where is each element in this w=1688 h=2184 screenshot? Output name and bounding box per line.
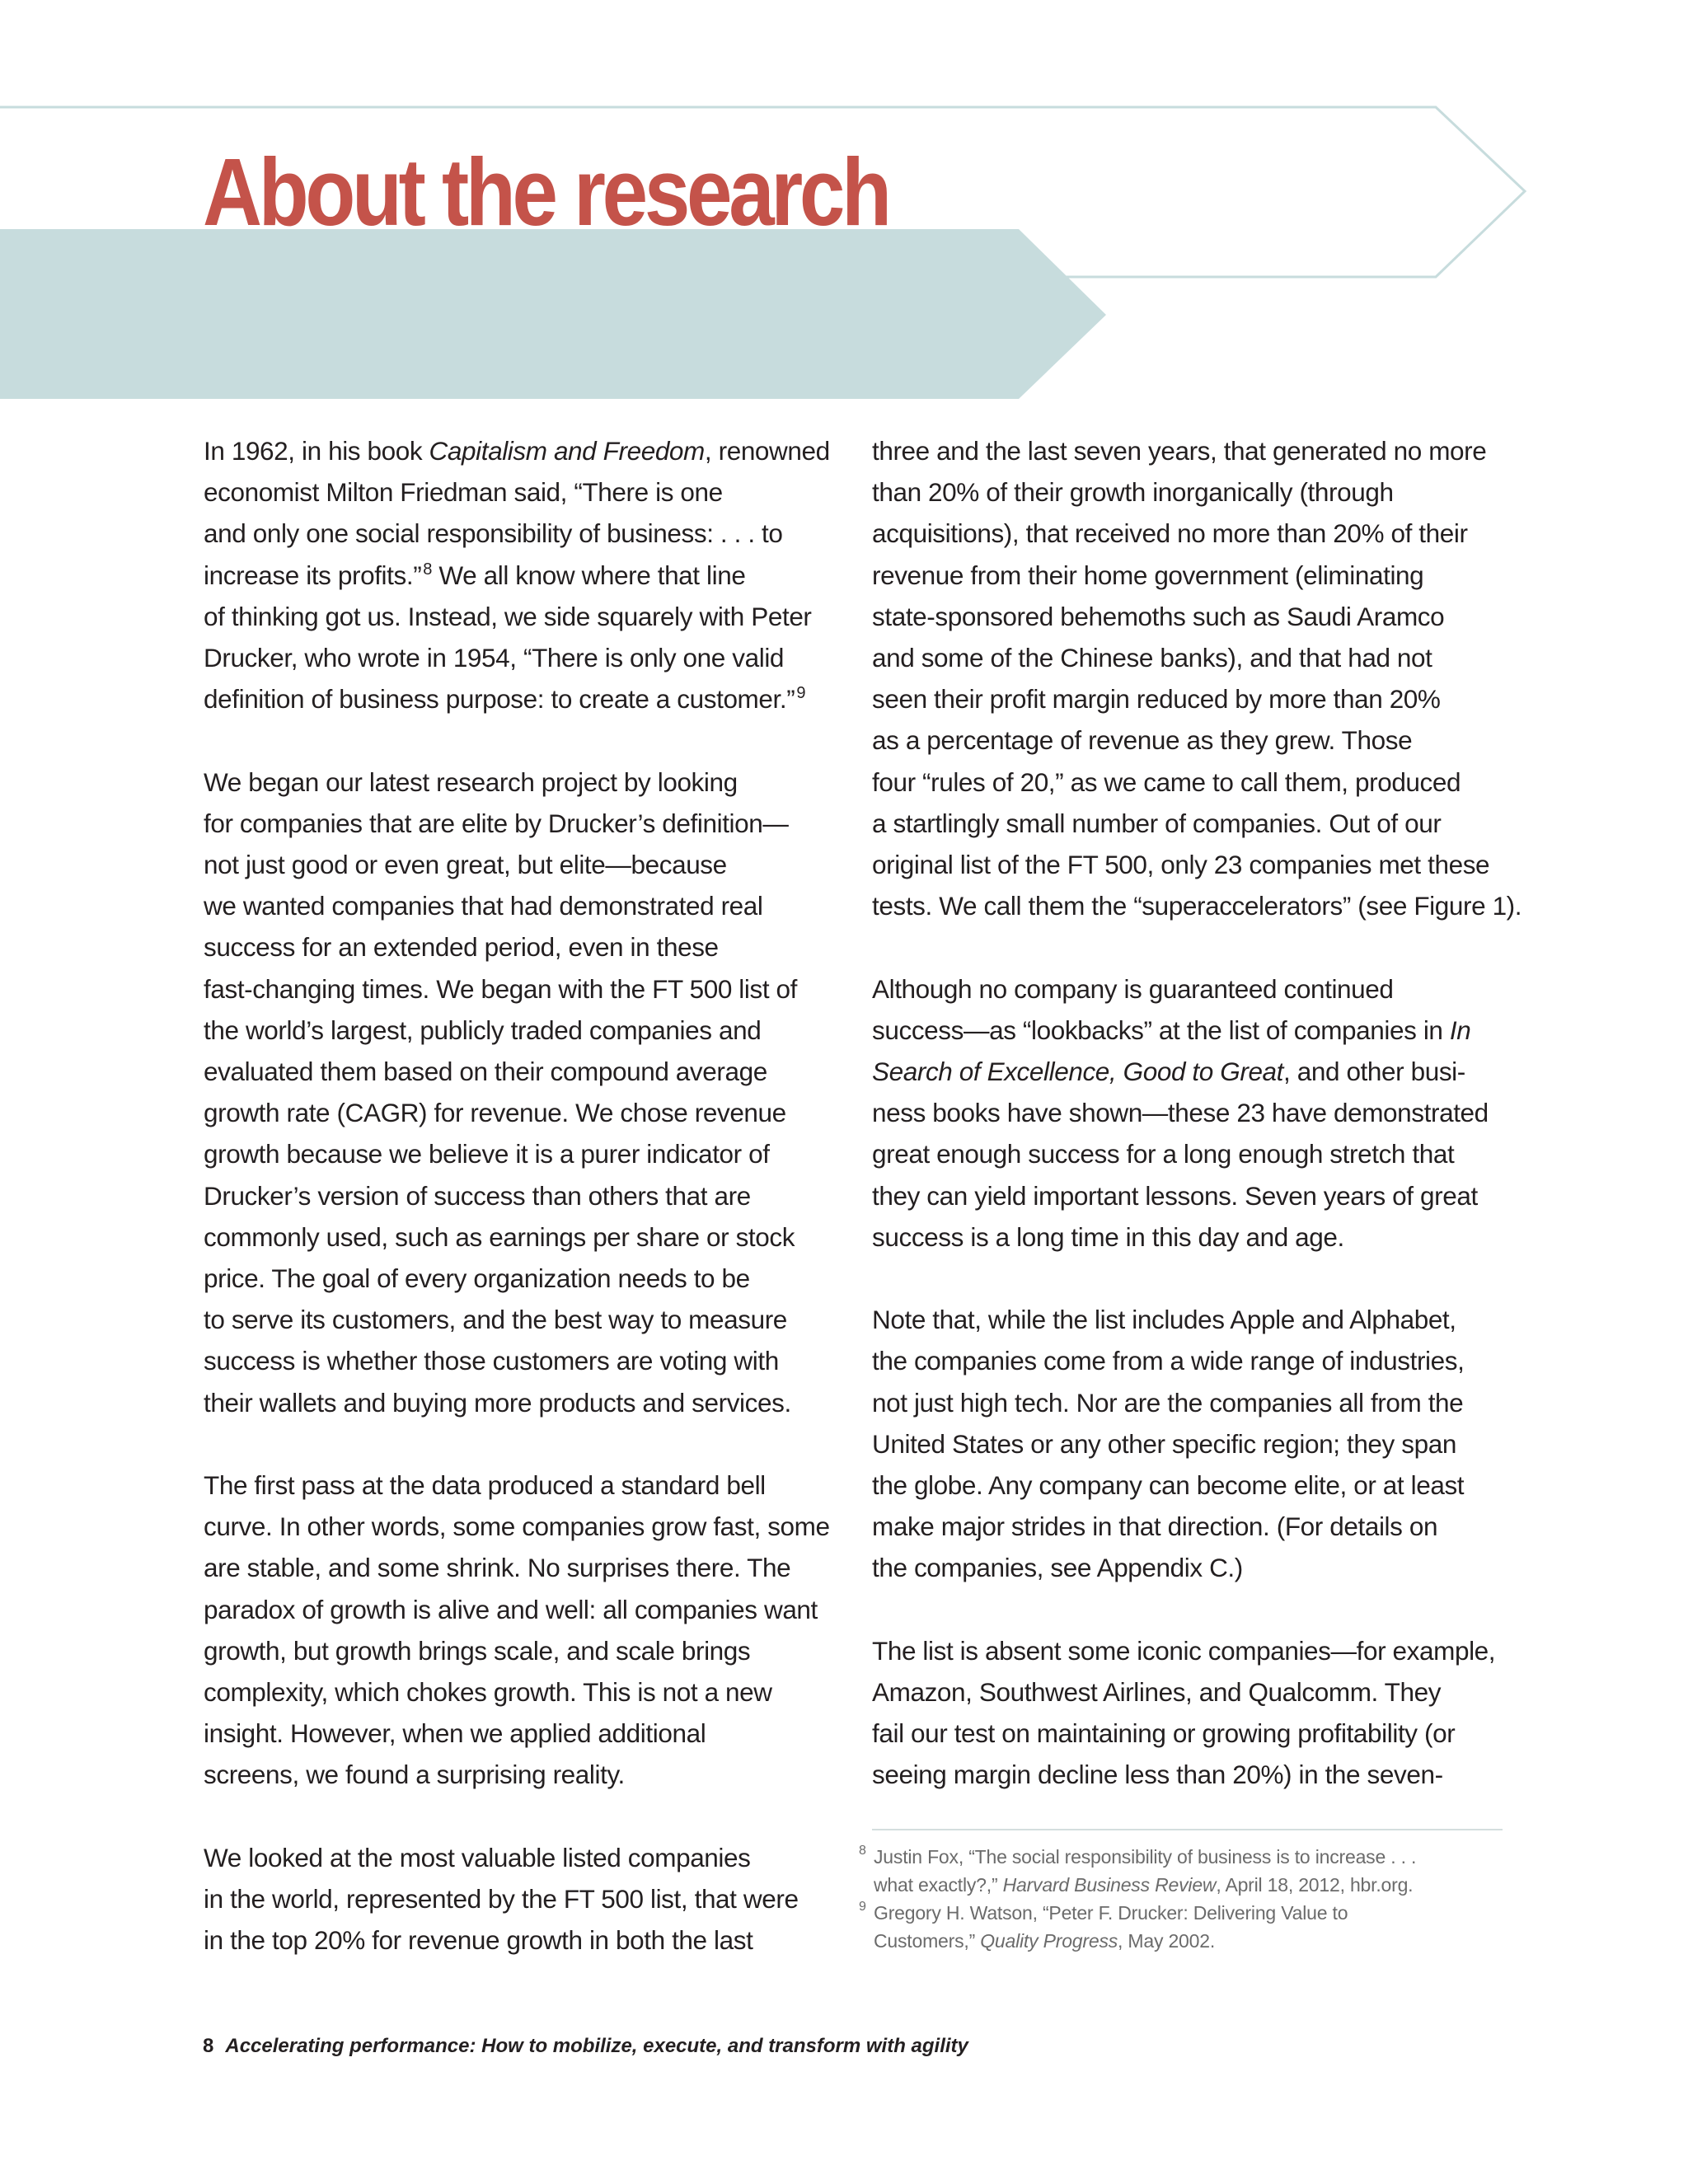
text-line: and some of the Chinese banks), and that had not xyxy=(872,643,1432,673)
paragraph xyxy=(204,1837,855,1961)
text-line: We began our latest research project by looking xyxy=(204,766,738,797)
paragraph xyxy=(204,430,855,719)
text-line: economist Milton Friedman said, “There is one xyxy=(204,477,723,508)
text-line: in the top 20% for revenue growth in both the last xyxy=(204,1925,753,1956)
footnote-divider xyxy=(872,1829,1503,1830)
text-line: for companies that are elite by Drucker’s definition— xyxy=(204,808,789,838)
text-line: success is a long time in this day and age. xyxy=(872,1221,1344,1252)
italic-text: Harvard Business Review xyxy=(1002,1874,1217,1896)
right-column xyxy=(872,430,1523,1837)
paragraph xyxy=(204,1465,855,1796)
banner-filled-arrow xyxy=(0,229,1106,399)
text-line: fail our test on maintaining or growing profitability (or xyxy=(872,1718,1456,1749)
text-line: curve. In other words, some companies grow fast, some xyxy=(204,1511,830,1542)
text-line: United States or any other specific region; they span xyxy=(872,1428,1456,1459)
text-line: growth because we believe it is a purer indicator of xyxy=(204,1139,770,1169)
text-line: screens, we found a surprising reality. xyxy=(204,1760,625,1790)
text-line: four “rules of 20,” as we came to call them, produced xyxy=(872,766,1461,797)
text-line: tests. We call them the “superaccelerators” (see Figure 1). xyxy=(872,891,1522,921)
text-line: fast-changing times. We began with the FT 500 list of xyxy=(204,973,798,1004)
text-line: not just good or even great, but elite—because xyxy=(204,850,727,880)
footnote-line: Customers,” Quality Progress, May 2002. xyxy=(874,1930,1216,1952)
text-line: increase its profits.” $^8$ We all know where that line xyxy=(204,560,746,590)
text-line: seeing margin decline less than 20%) in the seven- xyxy=(872,1760,1443,1790)
text-line: as a percentage of revenue as they grew. Those xyxy=(872,725,1413,756)
text-line: a startlingly small number of companies. Out of our xyxy=(872,808,1442,838)
footnote-ref: 9 xyxy=(796,684,806,703)
text-line: commonly used, such as earnings per share or stock xyxy=(204,1221,795,1252)
italic-text: Search of Excellence, Good to Great xyxy=(872,1057,1284,1087)
paragraph xyxy=(872,1299,1523,1588)
italic-text: Capitalism and Freedom xyxy=(429,436,705,466)
text-line: success—as “lookbacks” at the list of companies in In xyxy=(872,1015,1471,1045)
text-line: of thinking got us. Instead, we side squarely with Peter xyxy=(204,601,812,631)
footnote xyxy=(859,1899,1518,1955)
page-number: 8 xyxy=(203,2035,214,2057)
italic-text: Quality Progress xyxy=(980,1930,1118,1952)
italic-text: In xyxy=(1449,1015,1471,1045)
paragraph xyxy=(872,1630,1523,1796)
text-line: Note that, while the list includes Apple and Alphabet, xyxy=(872,1305,1456,1335)
text-line: three and the last seven years, that generated no more xyxy=(872,436,1487,466)
text-line: they can yield important lessons. Seven years of great xyxy=(872,1180,1478,1211)
text-line: success is whether those customers are voting with xyxy=(204,1346,779,1376)
footnote-line: Justin Fox, “The social responsibility of business is to increase . . . xyxy=(874,1846,1417,1868)
text-line: great enough success for a long enough stretch that xyxy=(872,1139,1455,1169)
text-line: to serve its customers, and the best way to measure xyxy=(204,1305,787,1335)
text-line: state-sponsored behemoths such as Saudi Aramco xyxy=(872,601,1445,631)
text-line: are stable, and some shrink. No surprises there. The xyxy=(204,1553,791,1583)
text-line: Drucker, who wrote in 1954, “There is only one valid xyxy=(204,643,785,673)
text-line: paradox of growth is alive and well: all companies want xyxy=(204,1594,818,1624)
text-line: their wallets and buying more products and services. xyxy=(204,1387,791,1418)
text-line: seen their profit margin reduced by more than 20% xyxy=(872,684,1441,715)
text-line: Although no company is guaranteed continued xyxy=(872,973,1394,1004)
text-line: Amazon, Southwest Airlines, and Qualcomm. They xyxy=(872,1677,1442,1708)
text-line: growth rate (CAGR) for revenue. We chose revenue xyxy=(204,1098,786,1128)
footnotes xyxy=(859,1843,1518,1955)
paragraph xyxy=(204,762,855,1423)
paragraph xyxy=(872,968,1523,1258)
text-line: ness books have shown—these 23 have demonstrated xyxy=(872,1098,1489,1128)
left-column xyxy=(204,430,855,2003)
text-line: definition of business purpose: to create a customer.” $^9$ xyxy=(204,684,806,715)
text-line: evaluated them based on their compound average xyxy=(204,1057,767,1087)
text-line: in the world, represented by the FT 500 list, that were xyxy=(204,1884,799,1915)
paragraph xyxy=(872,430,1523,926)
text-line: not just high tech. Nor are the companies all from the xyxy=(872,1387,1464,1418)
text-line: original list of the FT 500, only 23 companies met these xyxy=(872,850,1490,880)
footnote-line: Gregory H. Watson, “Peter F. Drucker: Delivering Value to xyxy=(874,1902,1348,1924)
text-line: The list is absent some iconic companies—for example, xyxy=(872,1635,1496,1666)
text-line: growth, but growth brings scale, and scale brings xyxy=(204,1635,751,1666)
text-line: and only one social responsibility of business: . . . to xyxy=(204,518,783,549)
text-line: Drucker’s version of success than others that are xyxy=(204,1180,751,1211)
text-line: the world’s largest, publicly traded companies and xyxy=(204,1015,762,1045)
text-line: We looked at the most valuable listed companies xyxy=(204,1842,751,1872)
text-line: insight. However, when we applied additional xyxy=(204,1718,706,1749)
text-line: price. The goal of every organization needs to be xyxy=(204,1263,750,1294)
page-title: About the research xyxy=(203,138,889,246)
text-line: the companies, see Appendix C.) xyxy=(872,1553,1243,1583)
text-line: In 1962, in his book Capitalism and Freedom, renowned xyxy=(204,436,830,466)
footnote xyxy=(859,1843,1518,1899)
footnote-number: 9 xyxy=(859,1900,866,1914)
text-line: success for an extended period, even in these xyxy=(204,932,719,963)
text-line: we wanted companies that had demonstrated real xyxy=(204,891,763,921)
footnote-ref: 8 xyxy=(423,560,433,579)
page-footer xyxy=(203,2035,968,2058)
text-line: revenue from their home government (eliminating xyxy=(872,560,1424,590)
text-line: than 20% of their growth inorganically (through xyxy=(872,477,1394,508)
text-line: complexity, which chokes growth. This is not a new xyxy=(204,1677,772,1708)
footer-title: Accelerating performance: How to mobilize, execute, and transform with agility xyxy=(225,2035,968,2057)
text-line: Search of Excellence, Good to Great, and other busi- xyxy=(872,1057,1465,1087)
text-line: acquisitions), that received no more than 20% of their xyxy=(872,518,1468,549)
text-line: The first pass at the data produced a standard bell xyxy=(204,1470,766,1501)
text-line: the globe. Any company can become elite, or at least xyxy=(872,1470,1465,1501)
text-line: make major strides in that direction. (For details on xyxy=(872,1511,1438,1542)
footnote-line: what exactly?,” Harvard Business Review, April 18, 2012, hbr.org. xyxy=(874,1874,1414,1896)
footnote-number: 8 xyxy=(859,1844,866,1858)
text-line: the companies come from a wide range of industries, xyxy=(872,1346,1465,1376)
